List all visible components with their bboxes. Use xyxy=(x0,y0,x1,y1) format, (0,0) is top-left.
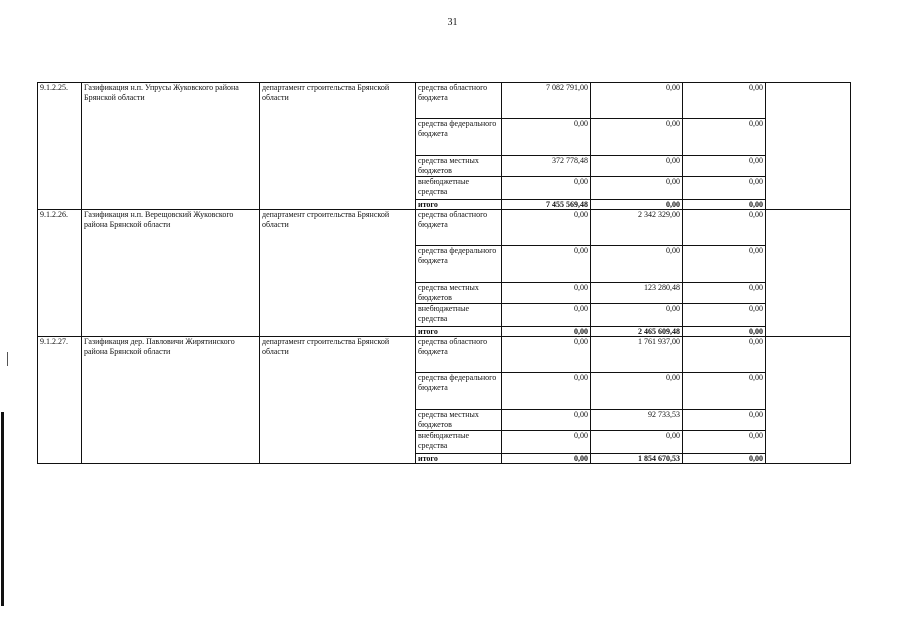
value-cell: 92 733,53 xyxy=(591,410,683,431)
funding-source: средства федерального бюджета xyxy=(416,373,502,410)
value-cell: 123 280,48 xyxy=(591,283,683,304)
total-label: итого xyxy=(416,454,502,464)
funding-source: средства областного бюджета xyxy=(416,337,502,373)
value-cell: 0,00 xyxy=(502,431,591,454)
total-value: 0,00 xyxy=(683,454,766,464)
total-value: 0,00 xyxy=(591,200,683,210)
value-cell: 0,00 xyxy=(683,304,766,327)
notes-cell xyxy=(766,210,851,337)
value-cell: 0,00 xyxy=(502,410,591,431)
value-cell: 0,00 xyxy=(591,304,683,327)
table-row xyxy=(38,83,851,119)
funding-source: средства местных бюджетов xyxy=(416,283,502,304)
section-code: 9.1.2.25. xyxy=(38,83,82,210)
total-value: 0,00 xyxy=(502,454,591,464)
executor: департамент строительства Брянской области xyxy=(260,83,416,210)
scan-edge-mark xyxy=(1,412,4,606)
value-cell: 0,00 xyxy=(591,373,683,410)
funding-source: средства местных бюджетов xyxy=(416,410,502,431)
notes-cell xyxy=(766,83,851,210)
executor: департамент строительства Брянской области xyxy=(260,337,416,464)
funding-source: внебюджетные средства xyxy=(416,431,502,454)
value-cell: 0,00 xyxy=(502,210,591,246)
total-label: итого xyxy=(416,200,502,210)
value-cell: 0,00 xyxy=(502,337,591,373)
funding-source: внебюджетные средства xyxy=(416,177,502,200)
value-cell: 7 082 791,00 xyxy=(502,83,591,119)
funding-source: внебюджетные средства xyxy=(416,304,502,327)
funding-source: средства местных бюджетов xyxy=(416,156,502,177)
total-value: 0,00 xyxy=(683,327,766,337)
total-value: 2 465 609,48 xyxy=(591,327,683,337)
value-cell: 0,00 xyxy=(683,431,766,454)
value-cell: 0,00 xyxy=(591,177,683,200)
value-cell: 0,00 xyxy=(683,156,766,177)
value-cell: 0,00 xyxy=(683,177,766,200)
value-cell: 0,00 xyxy=(591,119,683,156)
funding-source: средства областного бюджета xyxy=(416,83,502,119)
total-value: 1 854 670,53 xyxy=(591,454,683,464)
section-code: 9.1.2.27. xyxy=(38,337,82,464)
table-row xyxy=(38,210,851,246)
value-cell: 372 778,48 xyxy=(502,156,591,177)
funding-source: средства федерального бюджета xyxy=(416,246,502,283)
value-cell: 0,00 xyxy=(502,283,591,304)
executor: департамент строительства Брянской области xyxy=(260,210,416,337)
scan-tick-mark xyxy=(7,352,8,366)
section-code: 9.1.2.26. xyxy=(38,210,82,337)
object-name: Газификация н.п. Упрусы Жуковского района Брянской области xyxy=(82,83,260,210)
value-cell: 0,00 xyxy=(591,83,683,119)
value-cell: 0,00 xyxy=(683,246,766,283)
value-cell: 0,00 xyxy=(502,304,591,327)
value-cell: 0,00 xyxy=(683,119,766,156)
object-name: Газификация дер. Павловичи Жирятинского района Брянской области xyxy=(82,337,260,464)
total-value: 7 455 569,48 xyxy=(502,200,591,210)
total-label: итого xyxy=(416,327,502,337)
value-cell: 0,00 xyxy=(683,410,766,431)
value-cell: 0,00 xyxy=(683,83,766,119)
value-cell: 0,00 xyxy=(683,373,766,410)
value-cell: 0,00 xyxy=(591,156,683,177)
value-cell: 0,00 xyxy=(502,177,591,200)
value-cell: 0,00 xyxy=(591,431,683,454)
value-cell: 0,00 xyxy=(502,373,591,410)
funding-source: средства федерального бюджета xyxy=(416,119,502,156)
total-value: 0,00 xyxy=(502,327,591,337)
value-cell: 0,00 xyxy=(683,210,766,246)
object-name: Газификация н.п. Верещовский Жуковского района Брянской области xyxy=(82,210,260,337)
value-cell: 0,00 xyxy=(683,283,766,304)
total-value: 0,00 xyxy=(683,200,766,210)
budget-table xyxy=(37,82,851,464)
value-cell: 0,00 xyxy=(591,246,683,283)
funding-source: средства областного бюджета xyxy=(416,210,502,246)
value-cell: 0,00 xyxy=(502,119,591,156)
value-cell: 0,00 xyxy=(502,246,591,283)
value-cell: 2 342 329,00 xyxy=(591,210,683,246)
value-cell: 0,00 xyxy=(683,337,766,373)
value-cell: 1 761 937,00 xyxy=(591,337,683,373)
notes-cell xyxy=(766,337,851,464)
page-number: 31 xyxy=(447,17,458,28)
table-row xyxy=(38,337,851,373)
